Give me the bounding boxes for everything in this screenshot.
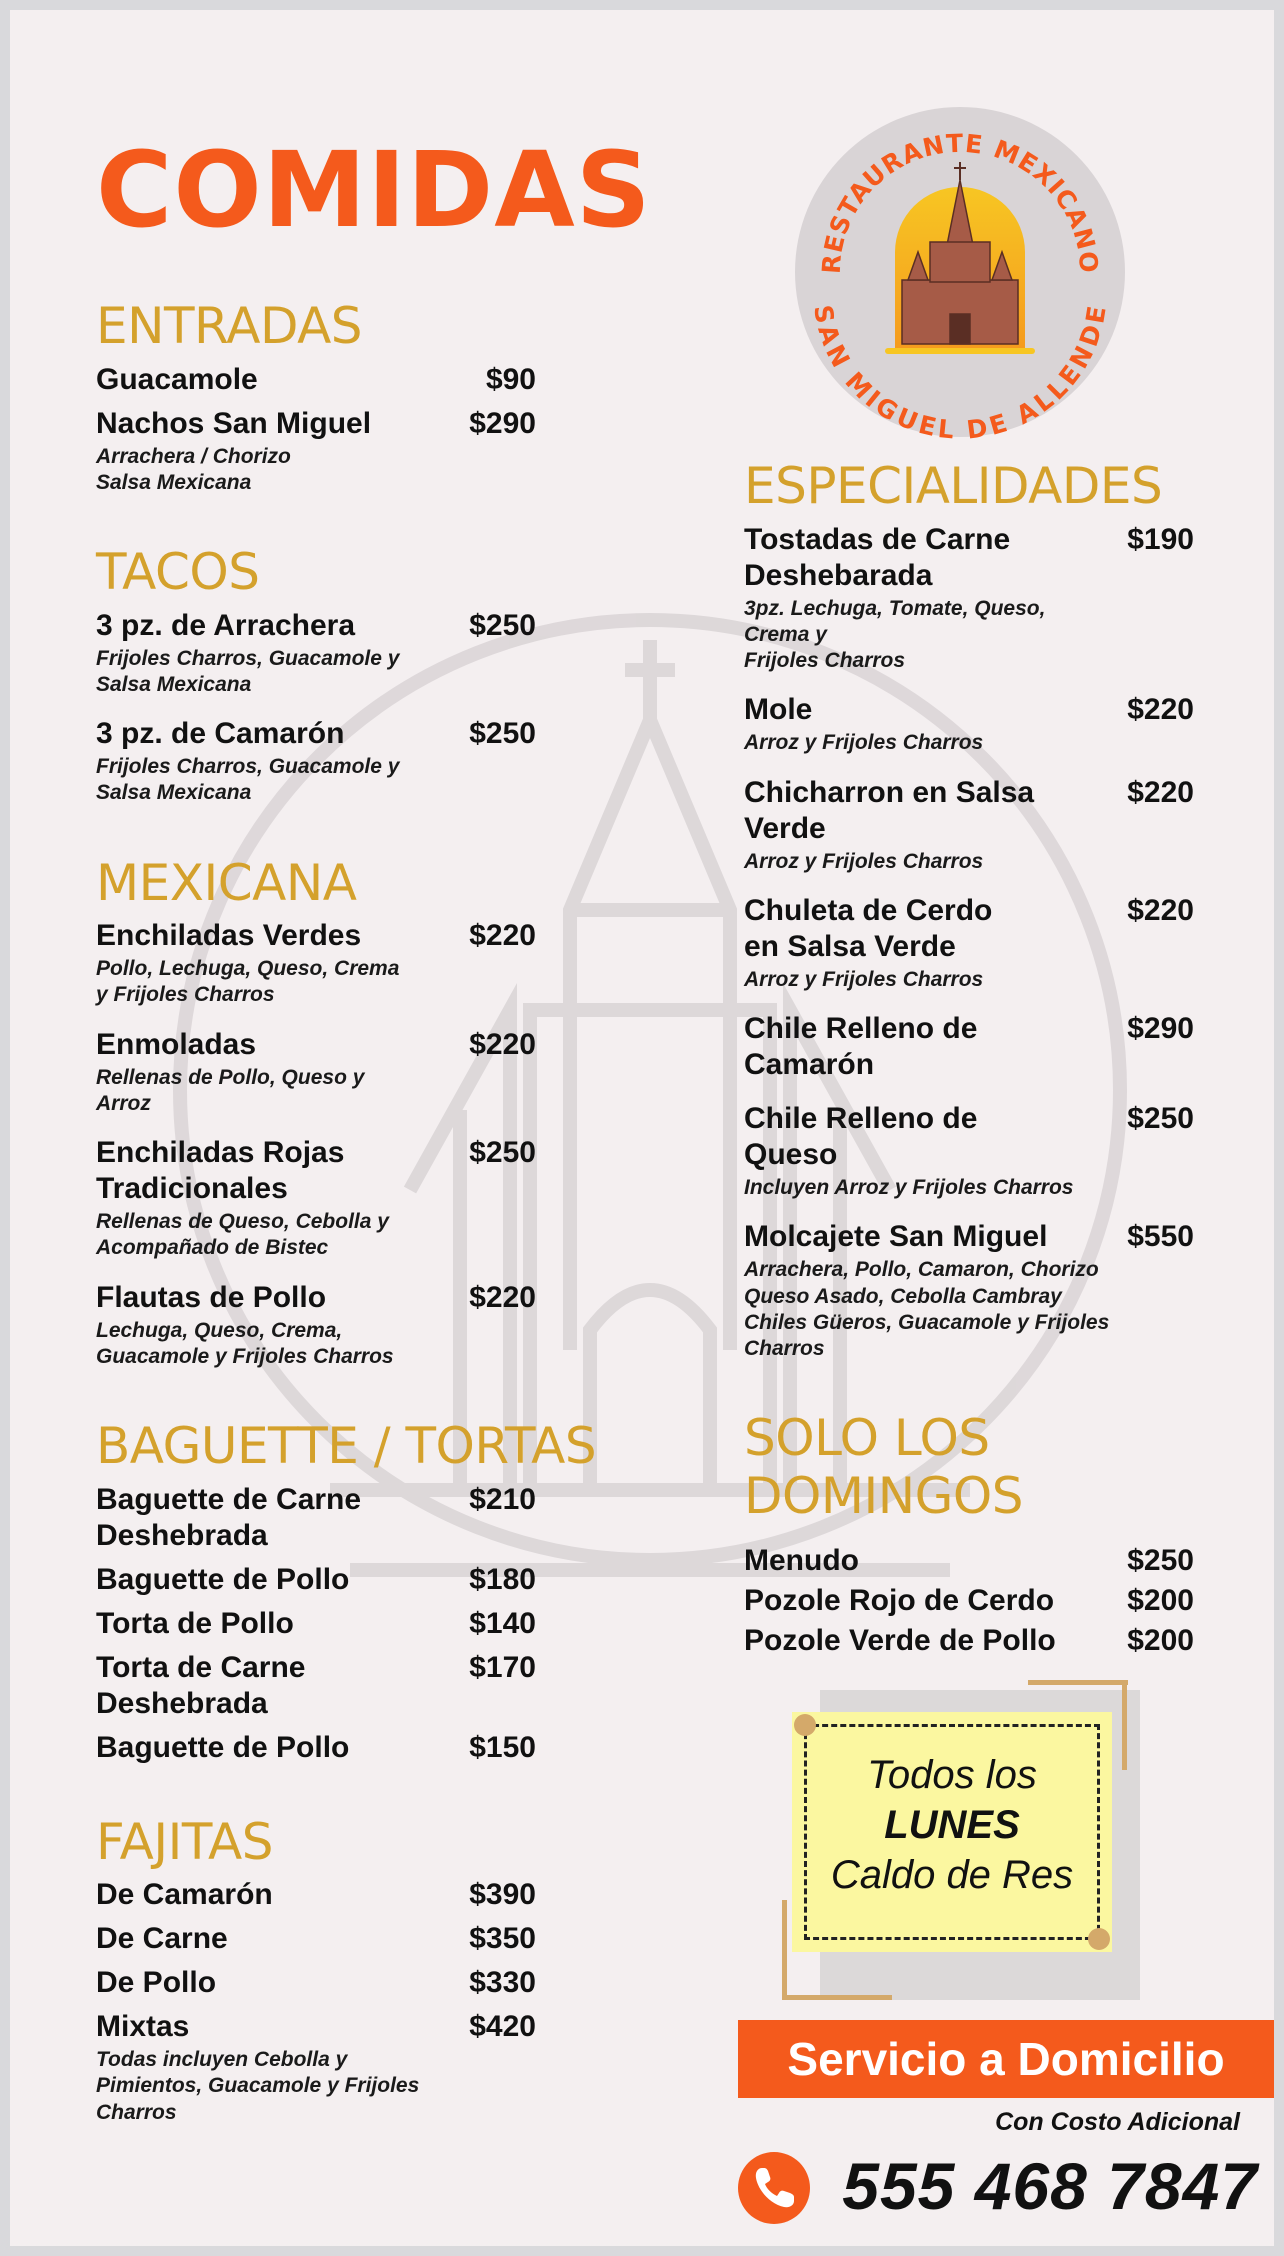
menu-item (96, 1965, 536, 2001)
menu-item (96, 1921, 536, 1957)
item-description: Pollo, Lechuga, Queso, Crema y Frijoles Charros (96, 957, 400, 1007)
lunes-line-2: LUNES (884, 1803, 1020, 1847)
item-description: Arroz y Frijoles Charros (744, 849, 984, 873)
logo-bottom-text: SAN MIGUEL DE ALLENDE (808, 303, 1112, 442)
item-name: 3 pz. de Arrachera (96, 608, 355, 642)
item-name: Enchiladas Rojas Tradicionales (96, 1136, 345, 1205)
logo-top-text: RESTAURANTE MEXICANO (816, 128, 1104, 275)
menu-item (96, 1280, 536, 1371)
item-price: $250 (469, 717, 536, 750)
item-price: $220 (1127, 775, 1194, 809)
menu-item (96, 1482, 536, 1554)
item-price: $220 (469, 919, 536, 952)
item-name: Pozole Verde de Pollo (744, 1624, 1056, 1658)
item-price: $210 (469, 1482, 536, 1516)
item-name: Enmoladas (96, 1027, 257, 1061)
item-description: Incluyen Arroz y Frijoles Charros (744, 1176, 1074, 1199)
menu-item (744, 775, 1194, 875)
item-price: $220 (1127, 693, 1194, 727)
item-name: Guacamole (96, 362, 258, 396)
menu-item (96, 362, 536, 398)
item-name: Baguette de Pollo (96, 1562, 350, 1596)
item-name: Flautas de Pollo (96, 1280, 327, 1314)
menu-item (744, 1101, 1194, 1201)
menu-item (96, 1650, 536, 1722)
item-name: Enchiladas Verdes (96, 919, 362, 952)
restaurant-logo (790, 102, 1130, 442)
item-name: De Pollo (96, 1966, 217, 1999)
item-description: Rellenas de Queso, Cebolla y Acompañado de Bistec (96, 1210, 389, 1260)
item-description: Frijoles Charros, Guacamole y Salsa Mexicana (96, 755, 400, 805)
item-price: $220 (469, 1280, 536, 1314)
left-column (96, 297, 597, 2174)
section-baguette-tortas (96, 1417, 597, 1766)
lunes-text (792, 1750, 1112, 1900)
item-name: De Carne (96, 1922, 228, 1955)
menu-item (744, 1623, 1194, 1659)
section-title: BAGUETTE / TORTAS (96, 1417, 597, 1475)
lunes-line-3: Caldo de Res (830, 1853, 1074, 1897)
item-price: $180 (469, 1562, 536, 1596)
item-price: $250 (469, 608, 536, 642)
item-price: $220 (469, 1027, 536, 1061)
item-price: $150 (469, 1730, 536, 1764)
phone-icon[interactable] (738, 2152, 810, 2224)
item-description: Lechuga, Queso, Crema, Guacamole y Frijoles Charros (96, 1318, 394, 1368)
item-price: $250 (469, 1136, 536, 1169)
item-price: $90 (485, 362, 536, 396)
menu-item (96, 2009, 536, 2126)
menu-item (744, 1011, 1194, 1083)
section-tacos (96, 544, 536, 807)
section-title: MEXICANA (96, 853, 357, 912)
menu-item (96, 1606, 536, 1642)
menu-item (96, 406, 536, 497)
menu-item (96, 608, 536, 699)
menu-item (96, 1877, 536, 1913)
menu-item (744, 1543, 1194, 1579)
item-description: Frijoles Charros, Guacamole y Salsa Mexicana (96, 646, 400, 696)
item-price: $190 (1127, 522, 1194, 556)
right-column (744, 458, 1194, 1707)
phone-number[interactable]: 555 468 7847 (842, 2149, 1258, 2223)
lunes-line-1: Todos los (867, 1753, 1037, 1797)
item-description: Arrachera / Chorizo Salsa Mexicana (96, 444, 291, 494)
item-price: $390 (469, 1878, 536, 1911)
item-price: $250 (1127, 1544, 1194, 1578)
phone-row[interactable] (738, 2144, 1268, 2234)
delivery-banner: Servicio a Domicilio (738, 2020, 1274, 2098)
menu-item (744, 1219, 1194, 1362)
section-especialidades (744, 458, 1194, 1362)
item-name: Torta de Carne Deshebrada (96, 1650, 306, 1720)
menu-item (744, 893, 1194, 993)
item-price: $200 (1127, 1584, 1194, 1618)
section-title: ENTRADAS (96, 297, 363, 355)
lunes-note (770, 1670, 1170, 2010)
item-name: Baguette de Carne Deshebrada (96, 1482, 362, 1552)
item-price: $290 (469, 406, 536, 440)
item-price: $350 (469, 1922, 536, 1955)
item-name: Chile Relleno de Camarón (744, 1012, 978, 1081)
item-price: $290 (1127, 1012, 1194, 1045)
menu-item (744, 522, 1194, 675)
item-name: Baguette de Pollo (96, 1730, 350, 1764)
item-name: 3 pz. de Camarón (96, 717, 345, 750)
item-name: Mixtas (96, 2010, 190, 2043)
section-entradas (96, 298, 536, 496)
menu-item (744, 1583, 1194, 1619)
item-description: Arroz y Frijoles Charros (744, 967, 984, 991)
section-title: TACOS (96, 543, 260, 601)
section-title: SOLO LOS DOMINGOS (744, 1409, 1023, 1525)
item-name: Pozole Rojo de Cerdo (744, 1584, 1055, 1618)
item-name: Menudo (744, 1544, 859, 1578)
decor-bar (782, 1995, 892, 2000)
item-description: 3pz. Lechuga, Tomate, Queso, Crema y Frijoles Charros (744, 596, 1046, 672)
item-name: Torta de Pollo (96, 1606, 294, 1640)
menu-item (744, 692, 1194, 756)
decor-bar (1122, 1680, 1127, 1770)
delivery-note: Con Costo Adicional (995, 2108, 1240, 2136)
item-price: $420 (469, 2010, 536, 2043)
item-name: Mole (744, 693, 813, 727)
lunes-card (792, 1712, 1112, 1952)
menu-page (10, 10, 1274, 2246)
menu-item (96, 1135, 536, 1262)
item-name: Chicharron en Salsa Verde (744, 775, 1035, 845)
pin-icon (1088, 1928, 1110, 1950)
page-title: COMIDAS (96, 129, 652, 251)
menu-item (96, 1562, 536, 1598)
section-fajitas (96, 1814, 536, 2126)
menu-item (96, 1027, 536, 1118)
section-mexicana (96, 855, 536, 1371)
pin-icon (794, 1714, 816, 1736)
menu-item (96, 918, 536, 1009)
decor-bar (782, 1900, 787, 2000)
item-price: $220 (1127, 893, 1194, 927)
item-price: $250 (1127, 1102, 1194, 1135)
item-price: $330 (469, 1966, 536, 1999)
item-description: Arroz y Frijoles Charros (744, 731, 984, 755)
item-name: Tostadas de Carne Deshebarada (744, 522, 1011, 592)
item-price: $200 (1127, 1624, 1194, 1658)
menu-item (96, 1730, 536, 1766)
item-description: Todas incluyen Cebolla y Pimientos, Guacamole y Frijoles Charros (96, 2048, 420, 2124)
item-price: $550 (1127, 1220, 1194, 1254)
item-name: Chuleta de Cerdo en Salsa Verde (744, 893, 993, 963)
item-price: $140 (469, 1606, 536, 1640)
section-title: ESPECIALIDADES (744, 457, 1163, 515)
section-solo-los-domingos (744, 1410, 1194, 1659)
item-description: Arrachera, Pollo, Camaron, Chorizo Queso Asado, Cebolla Cambray Chiles Güeros, Guacamole y Frijoles Charros (744, 1258, 1110, 1360)
item-description: Rellenas de Pollo, Queso y Arroz (96, 1065, 365, 1115)
menu-item (96, 716, 536, 807)
item-name: Molcajete San Miguel (744, 1220, 1048, 1254)
decor-bar (1028, 1680, 1128, 1685)
item-name: De Camarón (96, 1878, 273, 1911)
item-name: Nachos San Miguel (96, 406, 372, 440)
item-name: Chile Relleno de Queso (744, 1102, 978, 1171)
item-price: $170 (469, 1650, 536, 1684)
section-title: FAJITAS (96, 1812, 273, 1871)
